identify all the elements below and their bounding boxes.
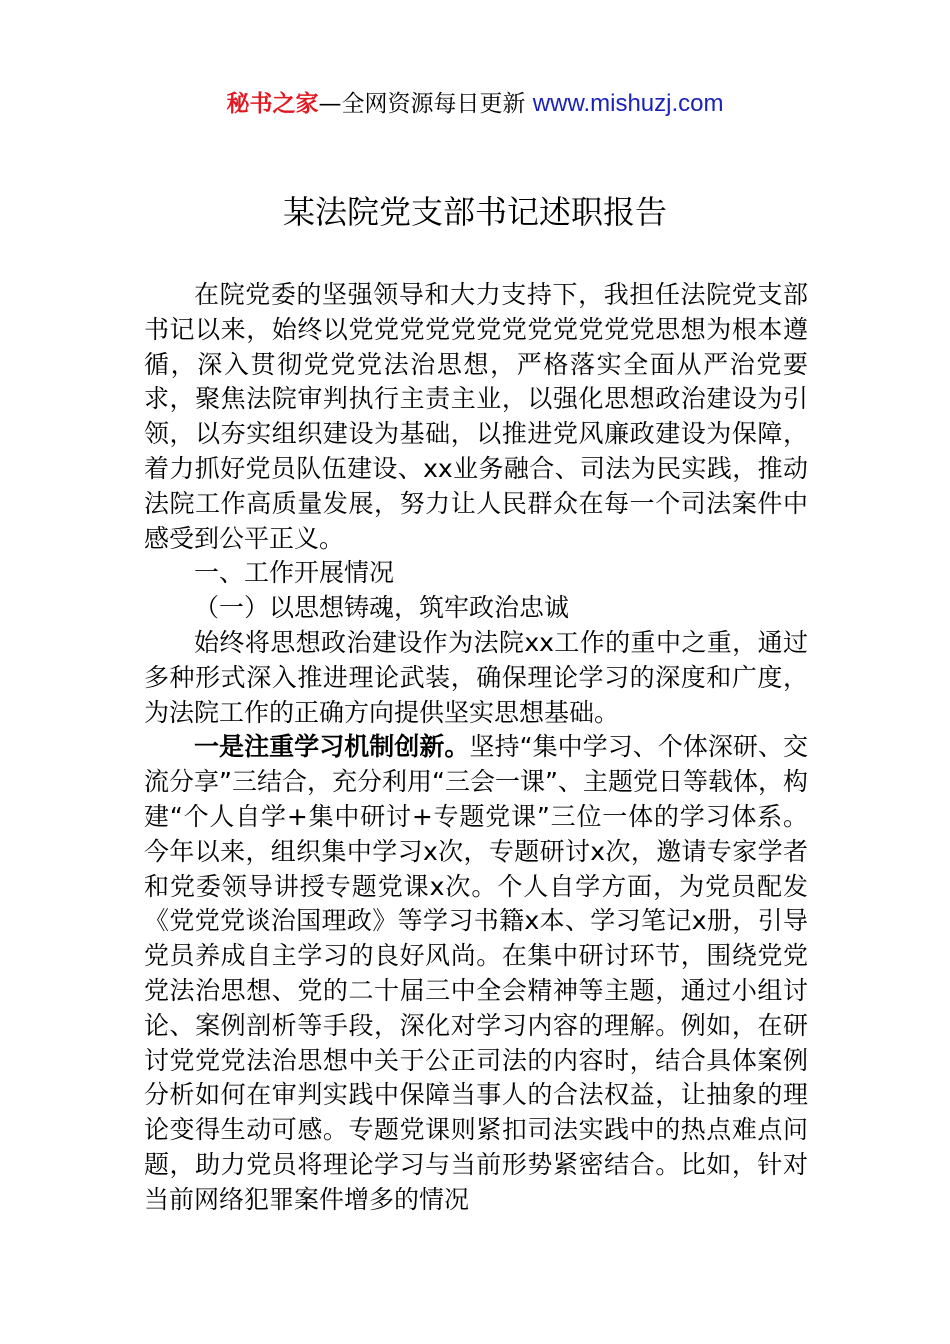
paragraph-summary: 始终将思想政治建设作为法院xx工作的重中之重，通过多种形式深入推进理论武装，确保理论学习的深度和广度，为法院工作的正确方向提供坚实思想基础。 [144, 627, 808, 727]
document-title: 某法院党支部书记述职报告 [282, 193, 667, 231]
section-heading: 一、工作开展情况 [194, 558, 395, 588]
point-one-text: 坚持“集中学习、个体深研、交流分享”三结合，充分利用“三会一课”、主题党日等载体，构建“个人自学+集中研讨+专题党课”三位一体的学习体系。今年以来，组织集中学习x次，专题研讨x次，邀请专家学者和党委领导讲授专题党课x次。个人自学方面，为党员配发《党党党谈治国理政》等学习书籍x本、学习笔记x册，引导党员养成自主学习的良好风尚。在集中研讨环节，围绕党党党法治思想、党的二十届三中全会精神等主题，通过小组讨论、案例剖析等手段，深化对学习内容的理解。例如，在研讨党党党法治思想中关于公正司法的内容时，结合具体案例分析如何在审判实践中保障当事人的合法权益，让抽象的理论变得生动可感。专题党课则紧扣司法实践中的热点难点问题，助力党员将理论学习与当前形势紧密结合。比如，针对当前网络犯罪案件增多的情况 [144, 732, 808, 1214]
subsection-heading: （一）以思想铸魂，筑牢政治忠诚 [194, 593, 570, 623]
site-brand: 秘书之家 [226, 91, 319, 117]
document-body [144, 278, 808, 1218]
site-header [0, 86, 950, 122]
header-tagline: —全网资源每日更新 [318, 91, 533, 117]
paragraph-point-one [144, 730, 808, 1217]
site-url-link[interactable]: www.mishuzj.com [532, 90, 724, 117]
paragraph-intro: 在院党委的坚强领导和大力支持下，我担任法院党支部书记以来，始终以党党党党党党党党党党党党思想为根本遵循，深入贯彻党党党法治思想，严格落实全面从严治党要求，聚焦法院审判执行主责主业，以强化思想政治建设为引领，以夯实组织建设为基础，以推进党风廉政建设为保障，着力抓好党员队伍建设、xx业务融合、司法为民实践，推动法院工作高质量发展，努力让人民群众在每一个司法案件中感受到公平正义。 [144, 280, 808, 553]
point-one-lead: 一是注重学习机制创新。 [194, 732, 470, 762]
